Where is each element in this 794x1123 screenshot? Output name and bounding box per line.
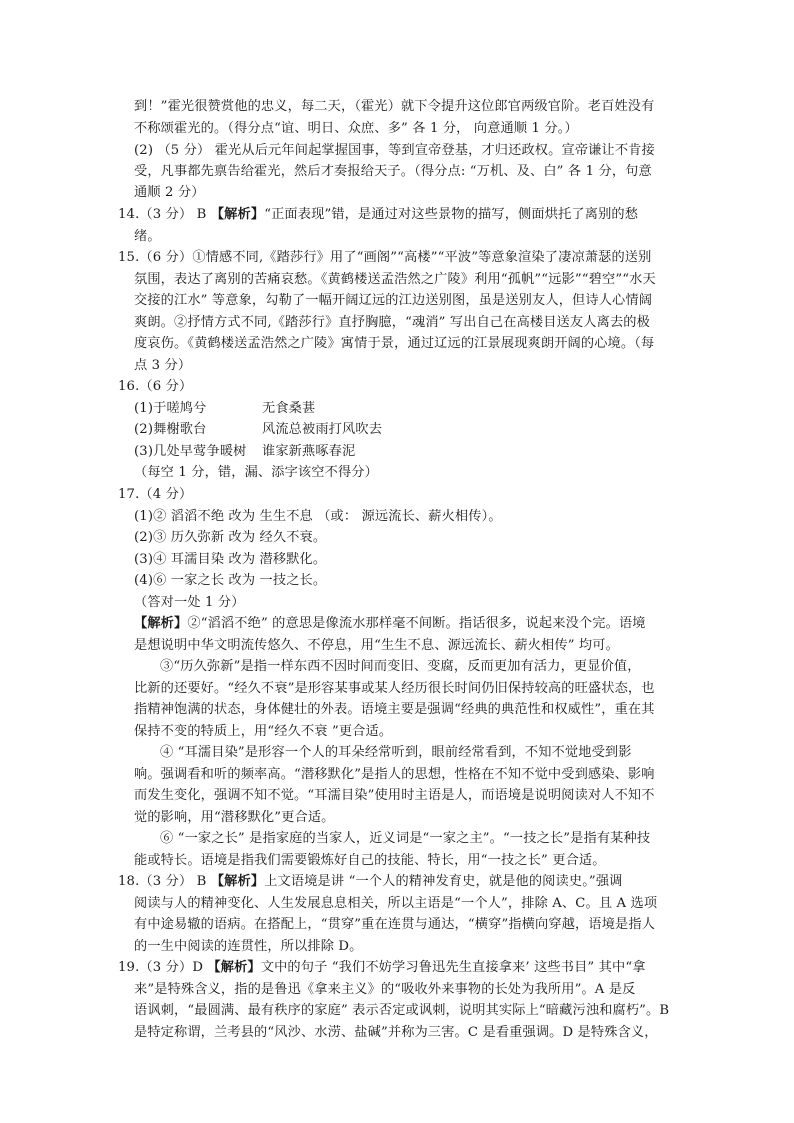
q18-number: 18.（3 分） B [118,874,211,889]
q17-item-4: (4)⑥ 一家之长 改为 一技之长。 [134,573,327,588]
q13-line-2: 不称颂霍光的。（得分点“谊、明日、众庶、多” 各 1 分， 向意通顺 1 分。） [134,121,578,136]
q19-line-1 [118,957,646,979]
q16-row-3-b: 谁家新燕啄春泥 [262,444,356,459]
q17-analysis-line-9: 而发生变化，强调不知不觉。“耳濡目染”使用时主语是人，而语境是说明阅读对人不知不 [134,788,655,803]
q14-line-2: 绪。 [134,229,161,244]
q16-row-1-a: (1)于嗟鸠兮 [134,401,207,416]
q19-line-2: 来”是特殊含义，指的是鲁迅《拿来主义》的“吸收外来事物的长处为我所用”。A 是反 [134,982,636,997]
q17-analysis-line-10: 觉的影响，用“潜移默化”更合适。 [134,810,335,825]
q15-line-2: 氛围，表达了离别的苦痛哀愁。《黄鹤楼送孟浩然之广陵》利用“孤帆”“远影”“碧空”“水天 [134,272,656,287]
q16-note: （每空 1 分，错，漏、添字该空不得分） [134,465,378,480]
q15-line-4: 爽朗。②抒情方式不同,《踏莎行》直抒胸臆，“魂消” 写出自己在高楼目送友人离去的极 [134,315,650,330]
q17-item-2: (2)③ 历久弥新 改为 经久不衰。 [134,530,327,545]
q13-line-1: 到！”霍光很赞赏他的忠义，每二天，（霍光）就下令提升这位郎官两级官阶。老百姓没有 [134,99,655,114]
q17-analysis-line-7: ④ “耳濡目染”是形容一个人的耳朵经常听到，眼前经常看到，不知不觉地受到影 [160,745,632,760]
q16-heading: 16.（6 分） [118,379,193,394]
q17-analysis-line-11: ⑥ “一家之长” 是指家庭的当家人，近义词是“一家之主”。“一技之长”是指有某种技 [160,831,651,846]
q15-line-5: 度哀伤。《黄鹤楼送孟浩然之广陵》寓情于景，通过辽远的江景展现爽朗开阔的心境。（每 [134,336,655,351]
q17-analysis-tag: 【解析】 [134,616,188,631]
q17-analysis-line-5: 指精神饱满的状态，身体健壮的外表。语境主要是强调“经典的典范性和权威性”，重在其 [134,702,655,717]
q16-row-1-b: 无食桑葚 [262,401,316,416]
q17-item-3: (3)④ 耳濡目染 改为 潜移默化。 [134,552,327,567]
q14-line-1 [118,204,638,226]
q18-line-3: 有中途易辙的语病。在搭配上，“贯穿”重在连贯与通达，“横穿”指横向穿越，语境是指人 [134,917,656,932]
q17-analysis-line-6: 保持不变的特质上，用“经久不衰 ”更合适。 [134,724,393,739]
q17-analysis-line-8: 响。强调看和听的频率高。“潜移默化”是指人的思想，性格在不知不觉中受到感染、影响 [134,767,655,782]
q14-analysis-text: “正面表现”错，是通过对这些景物的描写，侧面烘托了离别的愁 [264,207,639,222]
q15-line-6: 点 3 分） [134,358,192,373]
q19-line-4: 是特定称谓，兰考县的“风沙、水涝、盐碱”并称为三害。C 是看重强调。D 是特殊含义， [134,1025,658,1040]
q14-number: 14.（3 分） B [118,207,211,222]
q17-analysis-line-12: 能或特长。语境是指我们需要锻炼好自己的技能、特长，用“一技之长” 更合适。 [134,853,606,868]
q17-note: （答对一处 1 分） [134,595,245,610]
q19-analysis-tag: 【解析】 [207,960,261,975]
q16-row-3-a: (3)几处早莺争暖树 [134,444,247,459]
q18-line-1 [118,871,623,893]
q16-row-2-b: 风流总被雨打风吹去 [262,422,383,437]
q15-line-3: 交接的江水” 等意象，勾勒了一幅开阔辽远的江边送别图，虽是送别友人，但诗人心情阔 [134,293,653,308]
q17-analysis-text: ②“滔滔不绝” 的意思是像流水那样毫不间断。指话很多，说起来没个完。语境 [187,616,646,631]
q15-line-1: 15.（6 分）①情感不同,《踏莎行》用了“画阁”“高楼”“平波”等意象渲染了凄凉萧瑟的送别 [118,250,652,265]
q17-analysis-line-3: ③“历久弥新”是指一样东西不因时间而变旧、变腐，反而更加有活力，更显价值， [160,659,641,674]
q13-line-5: 通顺 2 分） [134,185,205,200]
q19-line-3: 语讽刺，“最圆满、最有秩序的家庭” 表示否定或讽刺，说明其实际上“暗藏污浊和腐朽”。B [134,1003,670,1018]
q13-line-3: (2) （5 分） 霍光从后元年间起掌握国事，等到宣帝登基，才归还政权。宣帝谦让不肯接 [134,143,655,158]
q16-row-2-a: (2)舞榭歌台 [134,422,207,437]
q17-analysis-line-4: 比新的还要好。“经久不衰”是形容某事或某人经历很长时间仍旧保持较高的旺盛状态，也 [134,681,655,696]
q19-number: 19.（3 分）D [118,960,208,975]
q14-analysis-tag: 【解析】 [210,207,265,222]
q17-heading: 17.（4 分） [118,487,193,502]
q17-item-1: (1)② 滔滔不绝 改为 生生不息 （或： 源远流长、薪火相传）。 [134,509,502,524]
q17-analysis-line-2: 是想说明中华文明流传悠久、不停息，用“生生不息、源远流长、薪火相传” 均可。 [134,638,619,653]
q18-analysis-text: 上文语境是讲 “一个人的精神发育史，就是他的阅读史。”强调 [264,874,623,889]
q13-line-4: 受，凡事都先禀告给霍光，然后才奏报给天子。（得分点: “万机、及、白” 各 1 分，句意 [134,164,652,179]
q19-analysis-text: 文中的句子 “我们不妨学习鲁迅先生直接拿来’ 这些书目” 其中“拿 [260,960,646,975]
q18-line-4: 的一生中阅读的连贯性，所以排除 D。 [134,939,363,954]
q18-analysis-tag: 【解析】 [210,874,265,889]
q18-line-2: 阅读与人的精神变化、人生发展息息相关，所以主语是“一个人”，排除 A、C。且 A 选项 [134,896,658,911]
q17-analysis-line-1 [134,613,646,635]
